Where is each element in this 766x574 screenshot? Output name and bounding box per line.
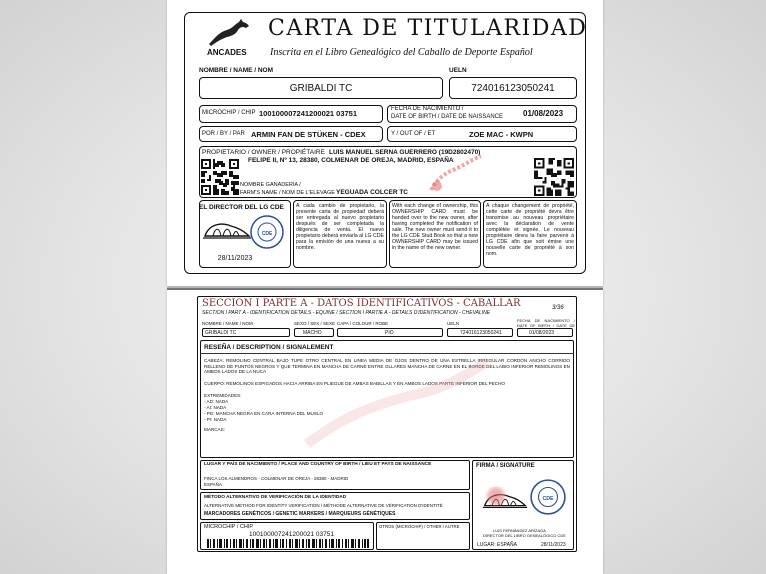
- marks-label: MARCAS:: [204, 427, 225, 432]
- chip-value: 100100007241200021 03751: [259, 109, 358, 118]
- sec-name-label: NOMBRE / NAME / NOM: [202, 321, 253, 326]
- section-page: [167, 290, 603, 574]
- farm-label-1: NOMBRE GANADERÍA /: [240, 182, 301, 188]
- sec-coat-value: PIO: [385, 330, 394, 336]
- others-label: OTROS (MICROCHIP) / OTHER / AUTRE: [379, 524, 460, 529]
- sec-dob-value: 01/08/2023: [529, 330, 555, 336]
- dam-value: ZOE MAC - KWPN: [469, 130, 534, 139]
- place-value-2: ESPAÑA: [204, 482, 222, 487]
- limbs-label: EXTREMIDADES:: [204, 393, 242, 398]
- sec-coat-label: CAPA / COLOUR / ROBE: [337, 321, 389, 326]
- sec-dob-label: FECHA DE NACIMIENTO / DATE OF BIRTH / DATE DE: [517, 318, 575, 328]
- owner-value: LUIS MANUEL SERNA GUERRERO (19D2802470): [329, 149, 481, 156]
- farm-label-2: FARM'S NAME / NOM DE L'ELEVAGE: [240, 190, 335, 196]
- sec-ueln-label: UELN: [447, 321, 460, 326]
- owner-label: PROPIETARIO / OWNER / PROPIÉTAIRE: [202, 149, 325, 156]
- director-role: DIRECTOR DEL LIBRO GENEALÓGICO CDE: [483, 533, 566, 538]
- name-label: NOMBRE / NAME / NOM: [199, 67, 274, 74]
- name-value: GRIBALDI TC: [289, 83, 353, 94]
- limb-pd: - PD: MANCHA NEGRA EN CARA INTERNA DEL MUSLO: [204, 411, 324, 416]
- sec-chip-value: 100100007241200021 03751: [249, 531, 334, 538]
- sec-name-value: GRIBALDI TC: [205, 330, 237, 336]
- card-subtitle: Inscrita en el Libro Genealógico del Caballo de Deporte Español: [270, 47, 533, 58]
- director-label: EL DIRECTOR DEL LG CDE: [199, 204, 284, 211]
- method-label-1: MÉTODO ALTERNATIVO DE VERIFICACIÓN DE LA IDENTIDAD: [204, 495, 347, 500]
- desc-label: RESEÑA / DESCRIPTION / SIGNALEMENT: [204, 344, 334, 351]
- sec-sex-value: MACHO: [303, 330, 322, 336]
- director-name: LUIS FERNÁNDEZ ARÍZAGA: [493, 528, 546, 533]
- signature-label: FIRMA / SIGNATURE: [476, 463, 535, 469]
- chip-barcode: [207, 539, 369, 548]
- text-es: A cada cambio de propietario, la presente carta de propiedad deberá ser entregada al nuevo propietario después de ser completada la diligencia de venta. El nuevo propietario deberá enviarla al LG CDE para la emisión de una nueva a su nombre.: [296, 203, 384, 251]
- sec-chip-label: MICROCHIP / CHIP: [204, 524, 254, 530]
- ownership-card: [167, 0, 603, 286]
- sire-value: ARMIN FAN DE STÜKEN - CDEX: [251, 130, 366, 139]
- qr-code-right: [534, 158, 574, 196]
- limb-pi: - PI: NADA: [204, 417, 227, 422]
- chip-label: MICROCHIP / CHIP: [202, 110, 256, 116]
- text-fr: A chaque changement de propriété, cette carte de propriété devra être transmise au nouveau propriétaire avec la déclaration de vente complétée et signée. Le nouveau propriétaire devra la faire parvenir à LG CDE afin que soit émise une nouvelle carte de propriété à son nom.: [486, 203, 574, 257]
- director-date: 28/11/2023: [217, 255, 253, 262]
- dob-label-1: FECHA DE NACIMIENTO /: [391, 106, 464, 112]
- sec-ueln-value: 724016123050241: [460, 330, 502, 336]
- dob-label-2: DATE OF BIRTH / DATE DE NAISSANCE: [391, 114, 504, 120]
- desc-body: CUERPO: REMOLINOS ESPIGADOS HACIA ARRIBA EN PLIEGUE DE AMBAS BABILLAS Y EN AMBOS LADOS PARTE INFERIOR DEL PECHO: [204, 381, 505, 386]
- section-title: SECCION I PARTE A - DATOS IDENTIFICATIVOS - CABALLAR: [202, 298, 521, 309]
- section-subtitle: SECTION I PART A - IDENTIFICATION DETAILS - EQUINE / SECTION I PARTIE A - DÉTAILS D'IDENTIFICATION - CHEVALINE: [202, 310, 491, 316]
- limb-ai: - AI: NADA: [204, 405, 227, 410]
- section-seal-icon: [529, 478, 567, 516]
- place-label: LUGAR Y PAÍS DE NACIMIENTO / PLACE AND COUNTRY OF BIRTH / LIEU ET PAYS DE NAISSANCE: [204, 462, 432, 467]
- dob-value: 01/08/2023: [523, 109, 564, 118]
- desc-head: CABEZA: REMOLINO CENTRAL BAJO TUPE OTRO CENTRAL EN LINEA MEDIA DE OJOS DENTRO DE UNA ESTRELLA IRREGULAR CORDON ANCHO CORRIDO RELLENO DE PUNTOS NEGROS Y QUE TERMINA EN MANCHA DE CARNE ENTRE OLLARES MANCHA DE CARNE EN EL BORDE DEL LABIO INFERIOR REMOLINOS EN AMBOS LADOS DE LA NUCA: [204, 358, 570, 375]
- watermark-horse: [287, 354, 527, 454]
- horse-logo-icon: [205, 18, 253, 48]
- card-title: CARTA DE TITULARIDAD: [268, 16, 588, 41]
- ueln-value: 724016123050241: [471, 83, 555, 94]
- place-value-1: FINCA LOS ALMENDROS - COLMENAR DE OREJA - 28380 - MADRID: [204, 476, 349, 481]
- method-value: MARCADORES GENÉTICOS / GENETIC MARKERS / MARQUEURS GÉNÉTIQUES: [204, 511, 396, 517]
- svg-text:CDE: CDE: [542, 496, 554, 503]
- director-signature: [201, 218, 253, 244]
- date-sign: 28/11/2023: [541, 542, 566, 548]
- lg-cde-seal-icon: [249, 214, 285, 250]
- ueln-label: UELN: [449, 67, 467, 74]
- owner-address: FELIPE II, Nº 13, 28380, COLMENAR DE OREJA, MADRID, ESPAÑA: [248, 157, 454, 164]
- svg-text:CDE: CDE: [261, 231, 273, 237]
- sec-sex-label: SEXO / SEX / SEXE: [294, 321, 336, 326]
- place-sign: LUGAR: ESPAÑA: [477, 542, 517, 548]
- limb-ad: - AD: NADA: [204, 399, 229, 404]
- red-seal-mark: [425, 152, 495, 196]
- qr-code-left: [201, 159, 239, 195]
- red-stamp-blot: [483, 486, 509, 506]
- section-page-number: 3/36: [552, 305, 564, 311]
- logo-text: ANCADES: [207, 48, 247, 57]
- sire-label: POR / BY / PAR: [202, 131, 245, 137]
- method-label-2: ALTERNATIVE METHOD FOR IDENTITY VERIFICATION / MÉTHODE ALTERNATIVE DE VÉRIFICATION D'IDENTITÉ: [204, 503, 443, 508]
- dam-label: Y / OUT OF / ET: [391, 131, 436, 137]
- text-en: With each change of ownership, this OWNERSHIP CARD must be handed over to the new owner, after having completed the notification of sale. The new owner must send it to the LG CDE Stud Book so that a new OWNERSHIP CARD may be issued in the name of the new owner.: [392, 203, 478, 251]
- farm-value: YEGUADA COLCER TC: [336, 189, 408, 196]
